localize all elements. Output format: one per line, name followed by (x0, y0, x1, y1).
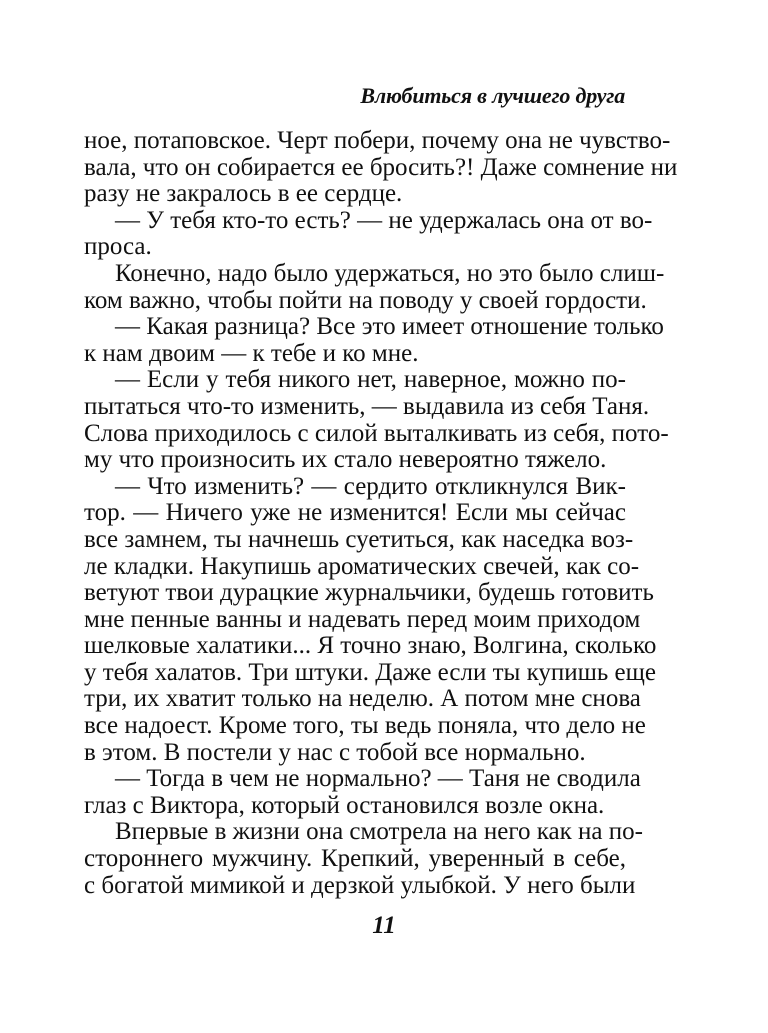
text-line: с богатой мимикой и дерзкой улыбкой. У него были (84, 871, 636, 899)
text-line: вала, что он собирается ее бросить?! Даже сомнение ни (84, 153, 678, 181)
text-line: проса. (84, 233, 152, 261)
text-line: все надоест. Кроме того, ты ведь поняла, что дело не (84, 712, 646, 740)
text-line: — У тебя кто-то есть? — не удержалась она от во- (115, 206, 653, 234)
text-line: у тебя халатов. Три штуки. Даже если ты купишь еще (84, 658, 656, 686)
text-line: все замнем, ты начнешь суетиться, как наседка воз- (84, 525, 634, 553)
running-header: Влюбиться в лучшего друга (360, 83, 625, 108)
text-line: му что произносить их стало невероятно тяжело. (84, 446, 607, 474)
body-text (84, 127, 678, 899)
text-line: ветуют твои дурацкие журнальчики, будешь готовить (84, 579, 654, 607)
text-line: шелковые халатики... Я точно знаю, Волгина, сколько (84, 632, 657, 660)
text-line: ле кладки. Накупишь ароматических свечей, как со- (84, 552, 640, 580)
text-line: — Что изменить? — сердито откликнулся Вик- (115, 472, 626, 500)
text-line: Впервые в жизни она смотрела на него как на по- (115, 818, 643, 846)
text-line: — Если у тебя никого нет, наверное, можно по- (115, 366, 626, 394)
text-line: Слова приходилось с силой выталкивать из себя, пото- (84, 419, 669, 447)
text-line: три, их хватит только на неделю. А потом мне снова (84, 685, 641, 713)
text-line: глаз с Виктора, который остановился возле окна. (84, 791, 605, 819)
text-line: в этом. В постели у нас с тобой все нормально. (84, 738, 586, 766)
text-line: — Какая разница? Все это имеет отношение только (115, 313, 664, 341)
text-line: к нам двоим — к тебе и ко мне. (84, 339, 419, 367)
text-line: стороннего мужчину. Крепкий, уверенный в себе, (84, 845, 626, 873)
text-line: тор. — Ничего уже не изменится! Если мы сейчас (84, 499, 626, 527)
text-line: мне пенные ванны и надевать перед моим приходом (84, 605, 641, 633)
text-line: ком важно, чтобы пойти на поводу у своей гордости. (84, 286, 647, 314)
text-line: Конечно, надо было удержаться, но это было слиш- (115, 259, 665, 287)
text-line: — Тогда в чем не нормально? — Таня не сводила (115, 765, 641, 793)
text-line: разу не закралось в ее сердце. (84, 180, 403, 208)
text-line: пытаться что-то изменить, — выдавила из себя Таня. (84, 392, 650, 420)
text-line: ное, потаповское. Черт побери, почему она не чувство- (84, 127, 671, 154)
page-number: 11 (372, 912, 396, 939)
